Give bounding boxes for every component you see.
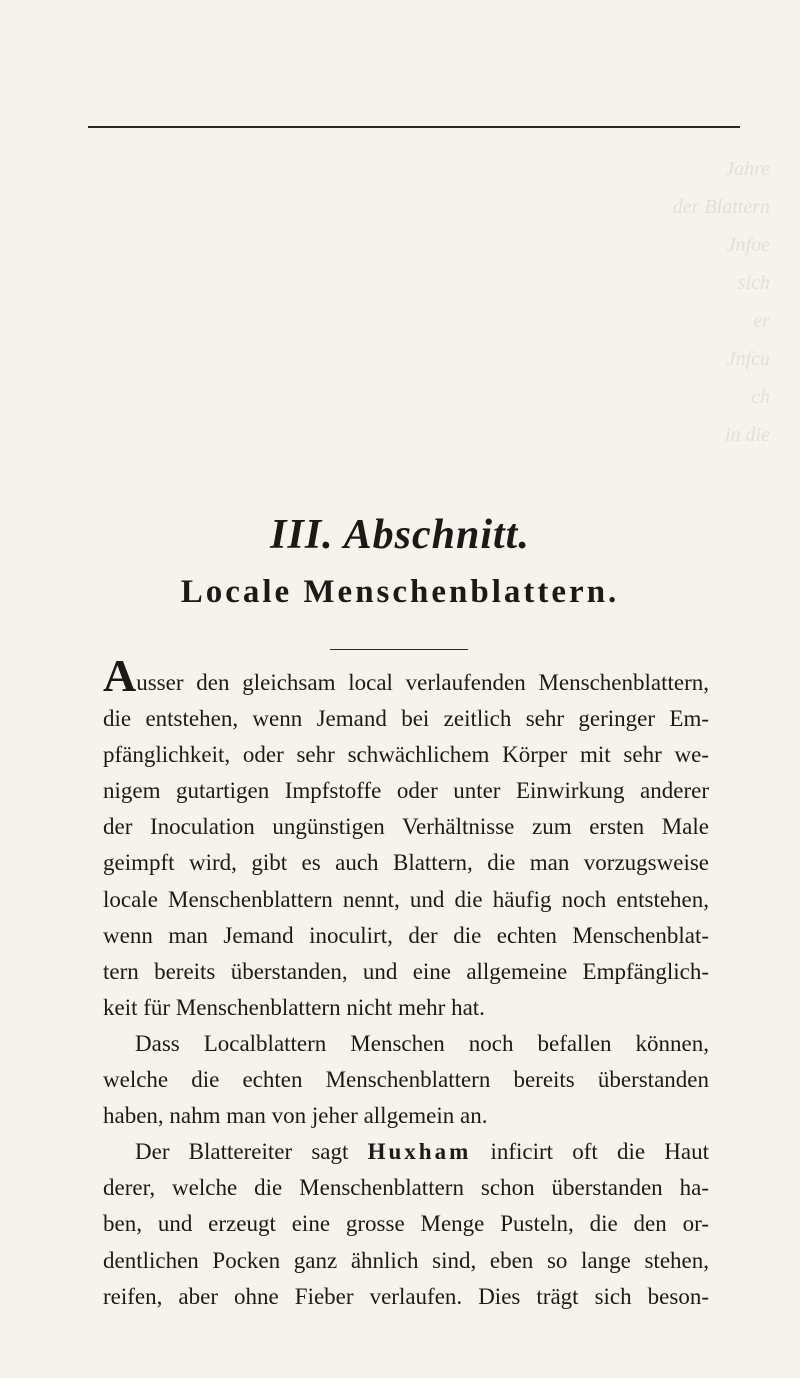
text-line: wenn man Jemand inoculirt, der die echten Menschenblat- — [103, 922, 709, 948]
heading-divider — [330, 649, 468, 650]
text-line: tern bereits überstanden, und eine allgemeine Empfänglich- — [103, 958, 709, 984]
show-through-line: Jnfcu — [726, 348, 770, 370]
text-line: nigem gutartigen Impfstoffe oder unter Einwirkung anderer — [103, 778, 709, 804]
show-through-line: in die — [725, 424, 770, 446]
text-line: locale Menschenblattern nennt, und die häufig noch entstehen, — [103, 886, 709, 912]
text-segment: inficirt oft die Haut — [471, 1139, 709, 1165]
text-line: reifen, aber ohne Fieber verlaufen. Dies trägt sich beson- — [103, 1283, 709, 1309]
text-line: derer, welche die Menschenblattern schon überstanden ha- — [103, 1175, 709, 1201]
show-through-line: der Blattern — [672, 196, 770, 218]
text-line: geimpft wird, gibt es auch Blattern, die man vorzugsweise — [103, 850, 709, 876]
show-through-line: ch — [751, 386, 770, 408]
text-line: dentlichen Pocken ganz ähnlich sind, eben so lange stehen, — [103, 1247, 709, 1273]
text-line: haben, nahm man von jeher allgemein an. — [103, 1103, 488, 1129]
show-through-line: sich — [737, 272, 770, 294]
body-text — [103, 650, 709, 1315]
show-through-line: Jahre — [725, 158, 770, 180]
text-line: der Inoculation ungünstigen Verhältnisse zum ersten Male — [103, 814, 709, 840]
text-line: die entstehen, wenn Jemand bei zeitlich sehr geringer Em- — [103, 706, 709, 732]
show-through-text — [390, 150, 770, 450]
section-heading: III. Abschnitt. — [270, 512, 530, 558]
show-through-line: er — [753, 310, 770, 332]
drop-initial: A — [103, 650, 137, 701]
text-line — [103, 1134, 709, 1170]
text-line: ben, und erzeugt eine grosse Menge Pusteln, die den or- — [103, 1211, 709, 1237]
text-line — [103, 650, 709, 701]
show-through-line: Jnfoe — [726, 234, 770, 256]
text-line: Dass Localblattern Menschen noch befallen können, — [135, 1030, 709, 1056]
text-line-content: usser den gleichsam local verlaufenden Menschenblattern, — [136, 670, 709, 695]
top-rule — [88, 126, 740, 128]
author-name: Huxham — [367, 1139, 472, 1165]
chapter-subheading: Locale Menschenblattern. — [180, 574, 620, 610]
text-line: keit für Menschenblattern nicht mehr hat. — [103, 994, 485, 1020]
text-segment: Der Blattereiter sagt — [135, 1139, 368, 1165]
text-line: pfänglichkeit, oder sehr schwächlichem Körper mit sehr we- — [103, 742, 709, 768]
text-line: welche die echten Menschenblattern bereits überstanden — [103, 1067, 709, 1093]
